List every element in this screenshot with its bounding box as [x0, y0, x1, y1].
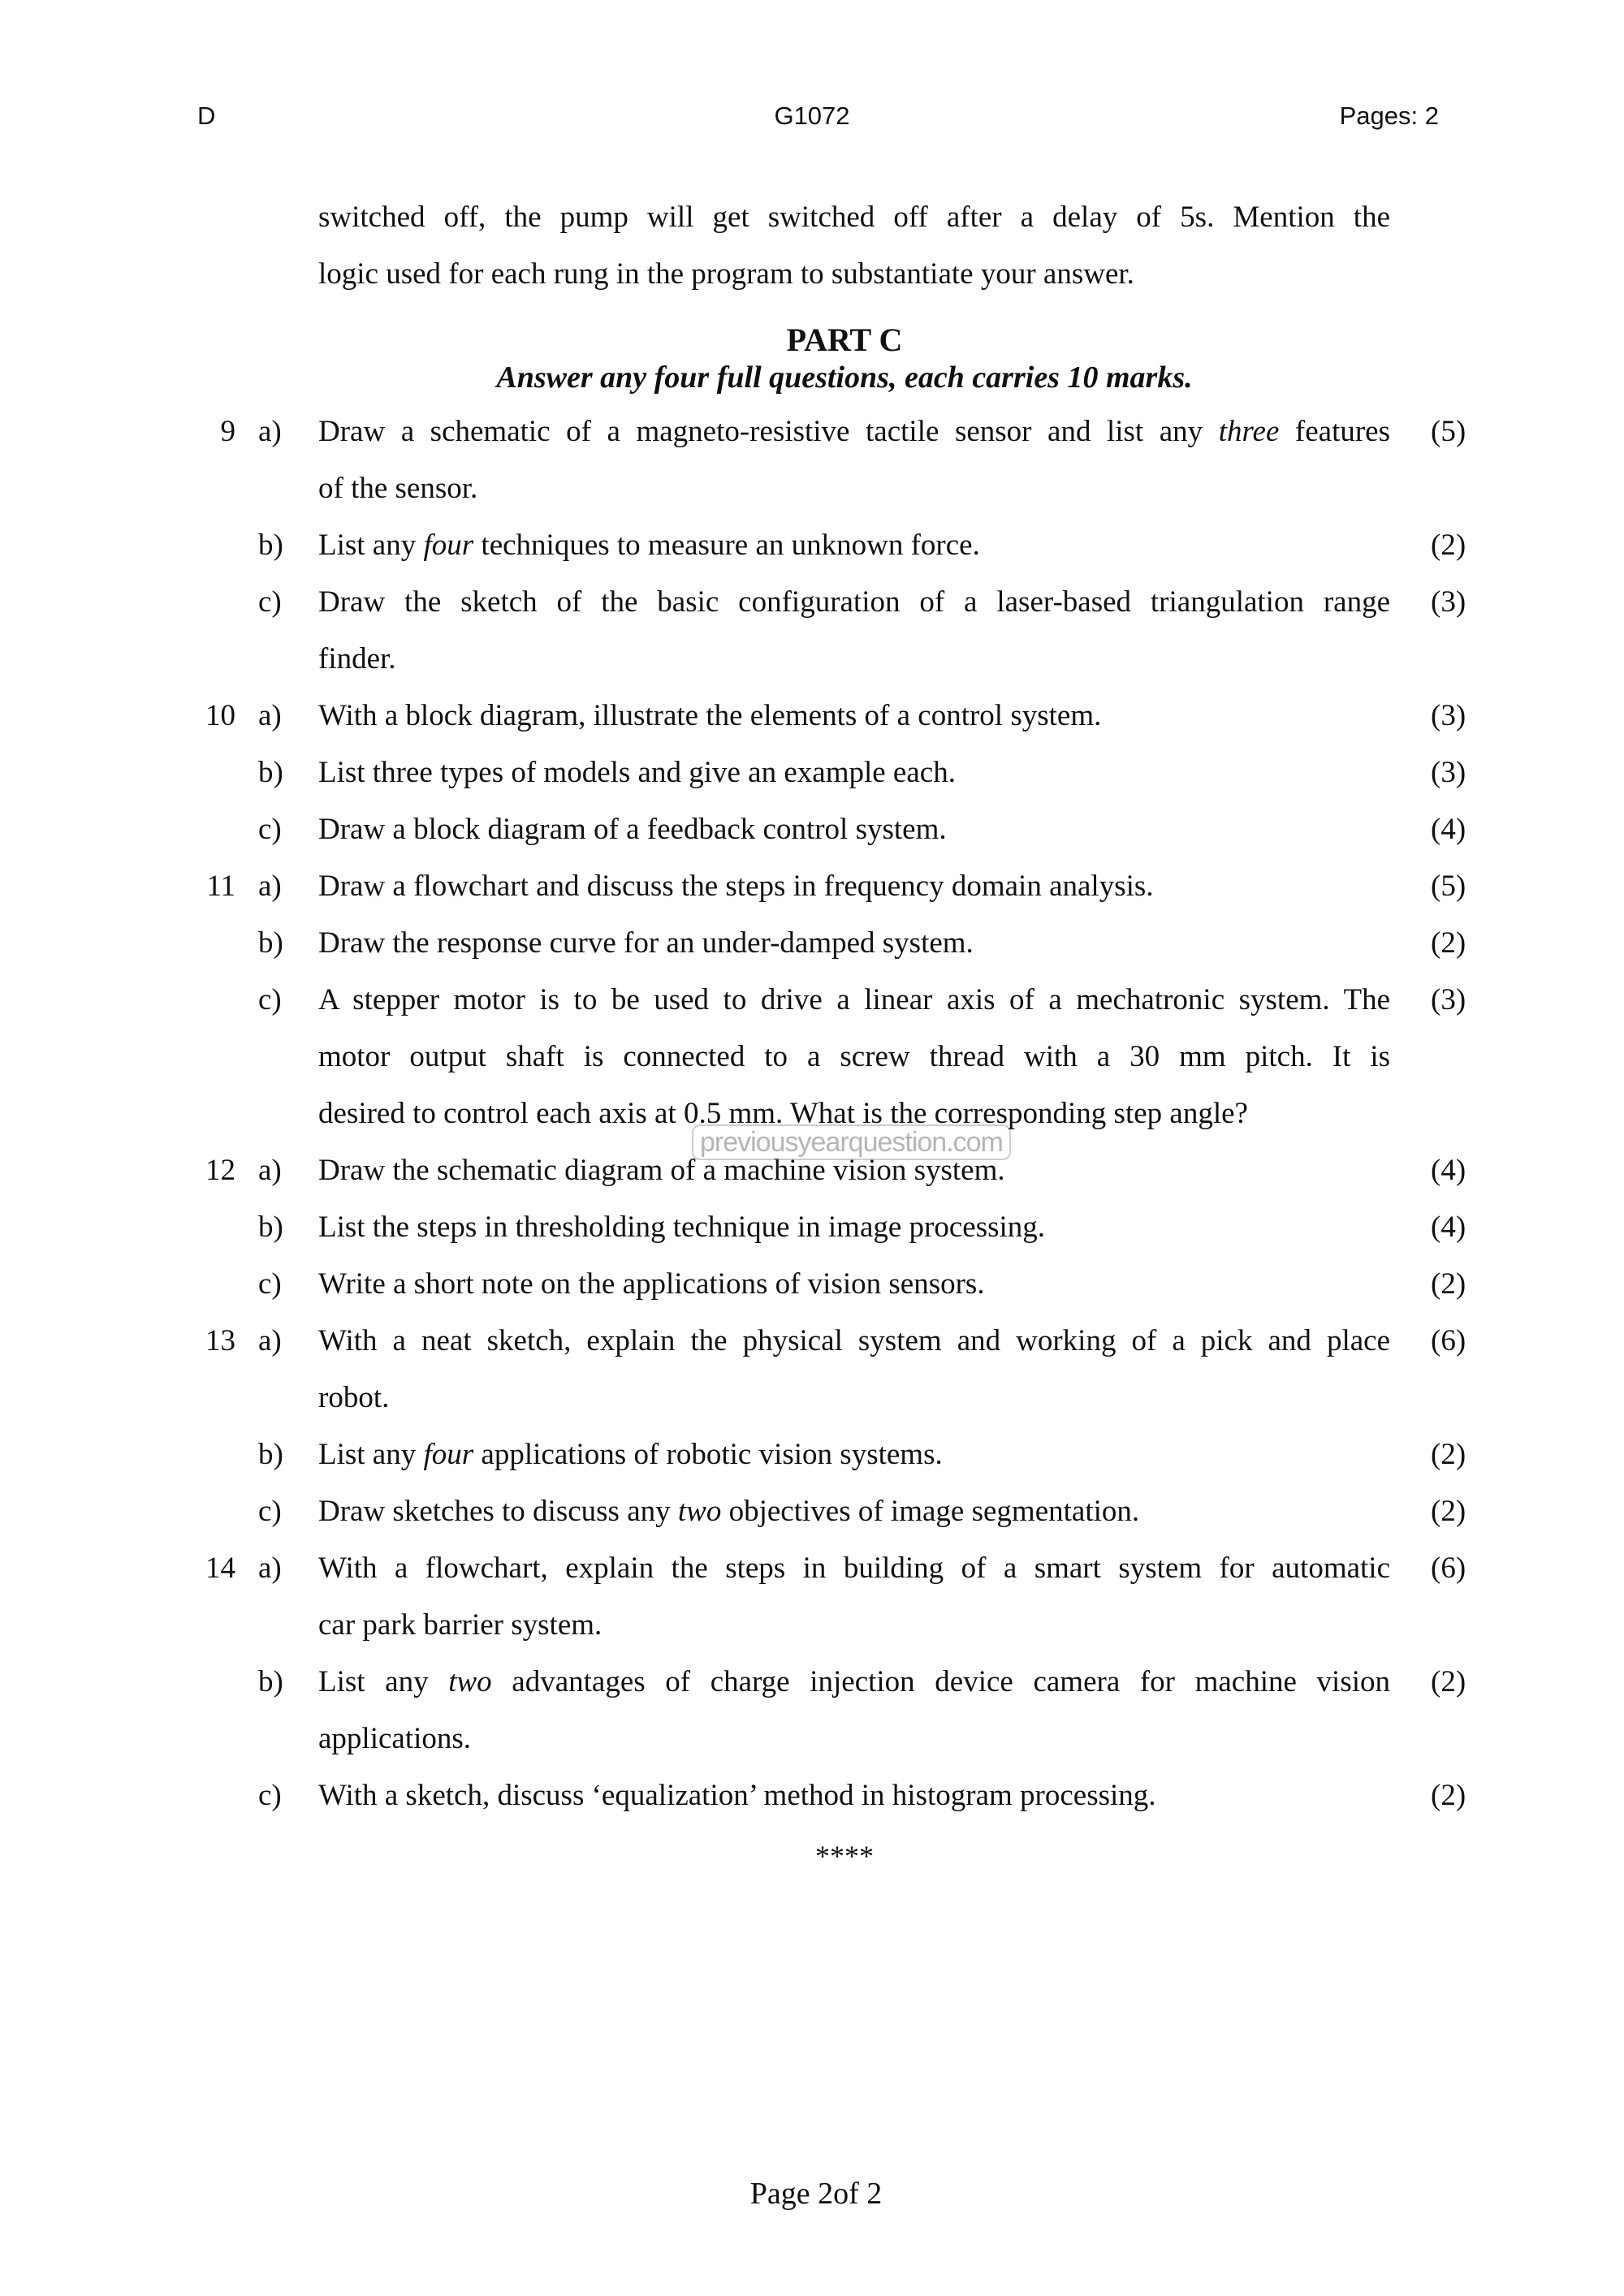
marks: (5) [1431, 415, 1466, 448]
question-line [0, 1601, 1624, 1658]
sub-question-label: c) [258, 1267, 282, 1301]
questions-list [0, 408, 1624, 1828]
question-text: With a block diagram, illustrate the elements of a control system. [318, 699, 1102, 732]
marks: (6) [1431, 1552, 1466, 1585]
question-text: Draw sketches to discuss any two objectives of image segmentation. [318, 1495, 1140, 1528]
sub-question-label: b) [258, 529, 283, 562]
question-text: motor output shaft is connected to a screw thread with a 30 mm pitch. It is [318, 1040, 1390, 1073]
question-text: List three types of models and give an example each. [318, 756, 956, 789]
question-line [0, 635, 1624, 692]
question-number: 11 [206, 870, 235, 903]
marks: (2) [1431, 1665, 1466, 1698]
question-text: List any two advantages of charge injection device camera for machine vision [318, 1665, 1390, 1698]
marks: (2) [1431, 1495, 1466, 1528]
question-text: Draw the sketch of the basic configuration of a laser-based triangulation range [318, 585, 1390, 619]
question-number: 13 [205, 1324, 235, 1357]
sub-question-label: b) [258, 926, 283, 960]
question-text: robot. [318, 1381, 390, 1414]
question-line [0, 408, 1624, 464]
question-text: List any four techniques to measure an unknown force. [318, 529, 980, 562]
question-line [0, 976, 1624, 1033]
question-line [0, 1487, 1624, 1544]
marks: (3) [1431, 756, 1466, 789]
sub-question-label: c) [258, 1495, 282, 1528]
question-line [0, 1658, 1624, 1715]
sub-question-label: a) [258, 699, 282, 732]
end-mark: **** [815, 1840, 874, 1872]
question-line [0, 1544, 1624, 1601]
question-line [0, 1431, 1624, 1487]
question-line [0, 1374, 1624, 1431]
question-text: Draw the response curve for an under-damped system. [318, 926, 974, 960]
question-line [0, 692, 1624, 749]
question-text: With a flowchart, explain the steps in building of a smart system for automatic [318, 1552, 1390, 1585]
marks: (2) [1431, 1438, 1466, 1471]
question-text: Draw the schematic diagram of a machine vision system. [318, 1154, 1005, 1187]
continuation-line: switched off, the pump will get switched off after a delay of 5s. Mention the [318, 201, 1390, 234]
continuation-line: logic used for each rung in the program to substantiate your answer. [318, 257, 1134, 291]
marks: (3) [1431, 699, 1466, 732]
question-text: List the steps in thresholding technique in image processing. [318, 1211, 1046, 1244]
question-number: 9 [220, 415, 235, 448]
sub-question-label: c) [258, 1779, 282, 1812]
question-text: of the sensor. [318, 472, 478, 505]
question-line [0, 862, 1624, 919]
sub-question-label: a) [258, 1154, 282, 1187]
page-footer: Page 2of 2 [749, 2177, 883, 2211]
sub-question-label: a) [258, 1324, 282, 1357]
part-instruction: Answer any four full questions, each carries 10 marks. [496, 360, 1193, 395]
marks: (3) [1431, 585, 1466, 619]
question-text: Draw a flowchart and discuss the steps in frequency domain analysis. [318, 870, 1154, 903]
watermark: previousyearquestion.com [692, 1124, 1011, 1160]
question-line [0, 1317, 1624, 1374]
marks: (3) [1431, 983, 1466, 1016]
marks: (4) [1431, 813, 1466, 846]
question-text: finder. [318, 642, 396, 675]
sub-question-label: b) [258, 1438, 283, 1471]
question-line [0, 1033, 1624, 1090]
question-number: 10 [205, 699, 235, 732]
question-line [0, 1260, 1624, 1317]
question-content [0, 193, 1624, 1828]
question-text: applications. [318, 1722, 472, 1755]
question-text: With a sketch, discuss ‘equalization’ method in histogram processing. [318, 1779, 1156, 1812]
question-line [0, 919, 1624, 976]
sub-question-label: c) [258, 813, 282, 846]
question-text: Draw a schematic of a magneto-resistive tactile sensor and list any three features [318, 415, 1390, 448]
question-text: Draw a block diagram of a feedback control system. [318, 813, 947, 846]
paper-code: G1072 [774, 101, 850, 130]
question-text: A stepper motor is to be used to drive a linear axis of a mechatronic system. The [318, 983, 1390, 1016]
page-header [0, 101, 1624, 134]
sub-question-label: c) [258, 983, 282, 1016]
marks: (5) [1431, 870, 1466, 903]
question-line [0, 1715, 1624, 1772]
question-text: Write a short note on the applications of vision sensors. [318, 1267, 985, 1301]
marks: (2) [1431, 926, 1466, 960]
question-number: 14 [205, 1552, 235, 1585]
question-line [0, 1203, 1624, 1260]
question-line [0, 578, 1624, 635]
question-line [0, 749, 1624, 805]
sub-question-label: a) [258, 1552, 282, 1585]
marks: (6) [1431, 1324, 1466, 1357]
marks: (2) [1431, 1779, 1466, 1812]
marks: (2) [1431, 529, 1466, 562]
sub-question-label: a) [258, 415, 282, 448]
series-letter: D [197, 101, 216, 130]
question-line [0, 1772, 1624, 1828]
sub-question-label: b) [258, 756, 283, 789]
question-line [0, 464, 1624, 521]
part-title: PART C [786, 322, 903, 358]
page-count: Pages: 2 [1339, 101, 1439, 130]
question-text: car park barrier system. [318, 1608, 603, 1642]
question-text: List any four applications of robotic vision systems. [318, 1438, 943, 1471]
question-text: desired to control each axis at 0.5 mm. What is the corresponding step angle? [318, 1097, 1248, 1130]
question-text: With a neat sketch, explain the physical system and working of a pick and place [318, 1324, 1390, 1357]
question-line [0, 521, 1624, 578]
marks: (2) [1431, 1267, 1466, 1301]
sub-question-label: a) [258, 870, 282, 903]
question-line [0, 805, 1624, 862]
marks: (4) [1431, 1211, 1466, 1244]
sub-question-label: c) [258, 585, 282, 619]
sub-question-label: b) [258, 1665, 283, 1698]
sub-question-label: b) [258, 1211, 283, 1244]
question-number: 12 [205, 1154, 235, 1187]
marks: (4) [1431, 1154, 1466, 1187]
